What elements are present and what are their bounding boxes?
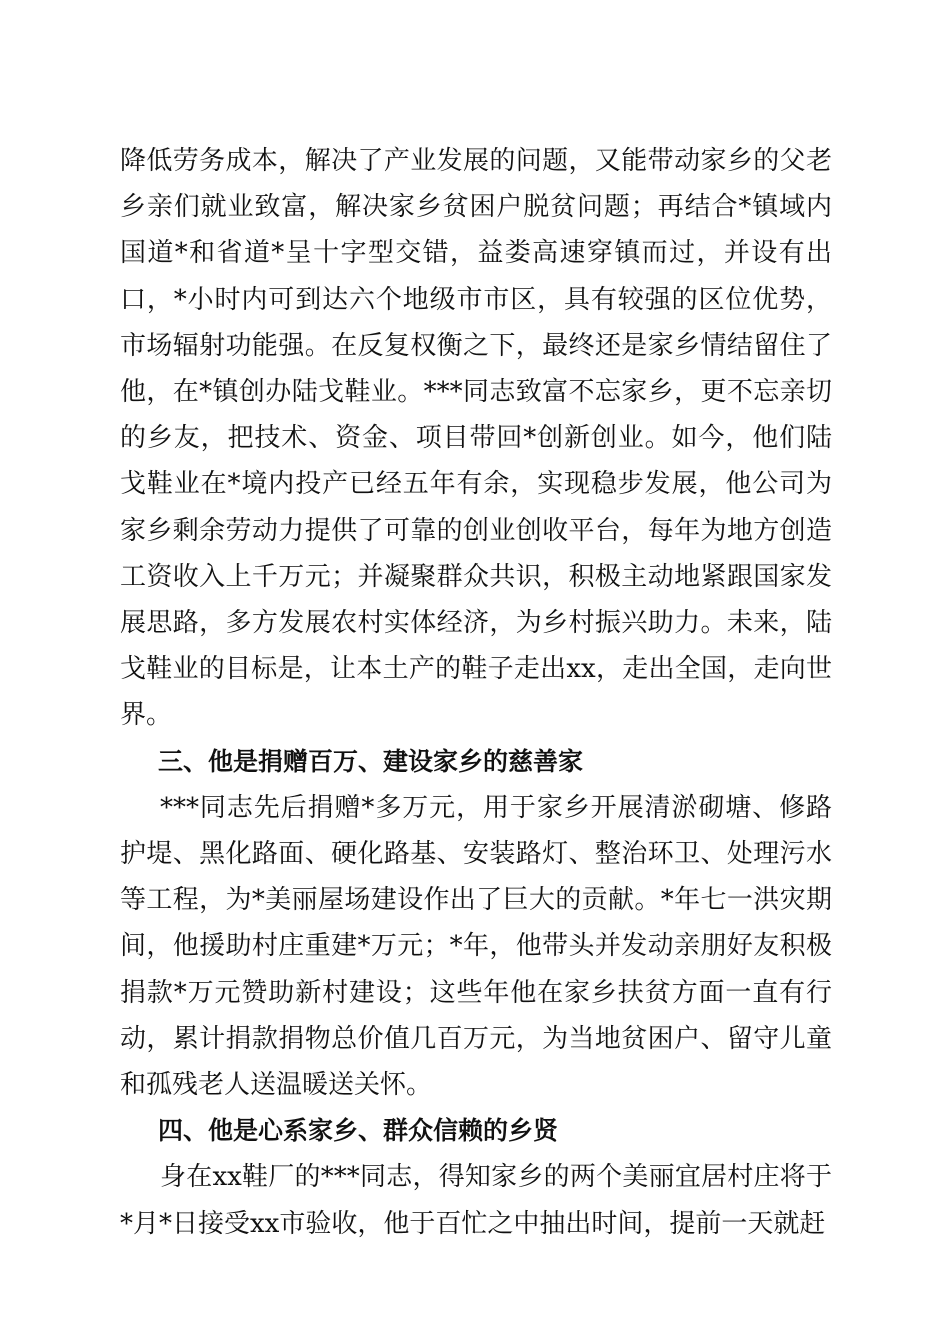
section-heading-4: 四、他是心系家乡、群众信赖的乡贤 bbox=[158, 1116, 559, 1146]
paragraph-industry: 降低劳务成本，解决了产业发展的问题，又能带动家乡的父老乡亲们就业致富，解决家乡贫困户脱贫问题；再结合*镇域内国道*和省道*呈十字型交错，益娄高速穿镇而过，并设有出口，*小时内可到达六个地级市市区，具有较强的区位优势，市场辐射功能强。在反复权衡之下，最终还是家乡情结留住了他，在*镇创办陆戈鞋业。***同志致富不忘家乡，更不忘亲切的乡友，把技术、资金、项目带回*创新创业。如今，他们陆戈鞋业在*境内投产已经五年有余，实现稳步发展，他公司为家乡剩余劳动力提供了可靠的创业创收平台，每年为地方创造工资收入上千万元；并凝聚群众共识，积极主动地紧跟国家发展思路，多方发展农村实体经济，为乡村振兴助力。未来，陆戈鞋业的目标是，让本土产的鞋子走出xx，走出全国，走向世界。 bbox=[120, 146, 832, 731]
paragraph-donation: ***同志先后捐赠*多万元，用于家乡开展清淤砌塘、修路护堤、黑化路面、硬化路基、安装路灯、整治环卫、处理污水等工程，为*美丽屋场建设作出了巨大的贡献。*年七一洪灾期间，他援助村庄重建*万元；*年，他带头并发动亲朋好友积极捐款*万元赞助新村建设；这些年他在家乡扶贫方面一直有行动，累计捐款捐物总价值几百万元，为当地贫困户、留守儿童和孤残老人送温暖送关怀。 bbox=[120, 792, 832, 1101]
document-body bbox=[120, 138, 832, 1247]
paragraph-hometown: 身在xx鞋厂的***同志，得知家乡的两个美丽宜居村庄将于*月*日接受xx市验收，他于百忙之中抽出时间，提前一天就赶 bbox=[120, 1162, 832, 1239]
section-heading-3: 三、他是捐赠百万、建设家乡的慈善家 bbox=[158, 746, 584, 776]
